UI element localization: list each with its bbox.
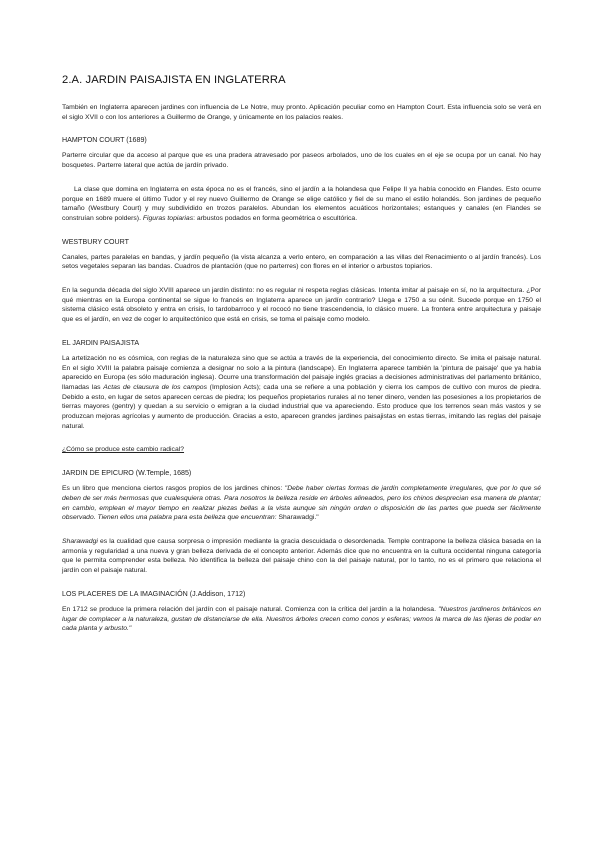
addison-quote: "Nuestros jardineros británicos en lugar de complacer a la naturaleza, gustan de distanciarse de ella. Nuestros árboles crecen como conos y esferas; vemos la marca de las tijeras de podar en cada planta y arbusto." — [62, 605, 541, 633]
hampton-p2-text-a: La clase que domina en Inglaterra en esta época no es el francés, sino el jardín a la holandesa que Felipe II ya había conocido en Flandes. Esto ocurre porque en 1689 muere el último Tudor y el rey nuevo Guillermo de Orange se elige católico y fiel de su mano el estilo holandés. Son jardines de pequeño tamaño (Westbury Court) y muy subdividido en trozos paralelos. Abundan los elementos acuáticos horizontales; estanques y canales (en Flandes se construían sobre polders). — [62, 185, 541, 222]
westbury-paragraph-1: Canales, partes paralelas en bandas, y jardín pequeño (la vista alcanza a verlo entero, en comparación a las villas del Renacimiento o al jardín francés). Los setos vegetales separan las bandas. Cuadros de plantación (que no parterres) con flores en el interior o arbustos topiarios. — [62, 253, 541, 271]
epicuro-p2-text: es la cualidad que causa sorpresa o impresión mediante la gracia descuidada o desordenada. Temple contrapone la belleza clásica basada en la armonía y regularidad a una nueva y gran belleza derivada de el concepto anterior. Además dice que no encuentra en la cultura occidental ninguna categoría que le permita comprender esta belleza. No identifica la belleza del paisaje chino con la del paisaje natural, por lo tanto, no es el primero que relaciona el jardín con el paisaje natural. — [62, 537, 541, 575]
westbury-court-heading: WESTBURY COURT — [62, 237, 130, 246]
epicuro-paragraph-2 — [62, 537, 541, 576]
page-title: 2.A. JARDIN PAISAJISTA EN INGLATERRA — [62, 74, 286, 86]
epicuro-heading: JARDIN DE EPICURO (W.Temple, 1685) — [62, 469, 192, 478]
paisajista-text-b: (Implosion Acts); cada una se refiere a una población y cierra los campos de cultivo con muros de piedra. Debido a esto, en lugar de setos aparecen cercas de piedra; los pequeños propietarios rurales al no tener dinero, venden las posesiones a los propietarios de tierras mayores (gentry) y quedan a su servicio o emigran a la ciudad industrial que va apareciendo. Esto produce que los terrenos sean más vastos y se produzcan mejoras agrícolas y aumento de producción. Gracias a esto, aparecen grandes jardines paisajistas en estas tierras, imitando las reglas del paisaje natural. — [62, 383, 541, 430]
paisajista-paragraph — [62, 354, 541, 432]
epicuro-text-b: Sharawadgi." — [276, 514, 319, 522]
westbury-paragraph-2: En la segunda década del siglo XVIII aparece un jardín distinto: no es regular ni respeta reglas clásicas. Intenta imitar al paisaje en sí, no la arquitectura. ¿Por qué mientras en la Europa continental se sigue lo francés en Inglaterra aparece un jardín contrario? Llega e 1750 a su cénit. Sucede porque en 1750 el sistema clásico está obsoleto y entra en crisis, lo tardobarroco y el rococó no tiene trascendencia, lo clásico muere. La frontera entre arquitectura y paisaje que es el jardín, en vez de coger lo arquitectónico que está en crisis, se toma el paisaje como modelo. — [62, 287, 541, 324]
hampton-court-heading: HAMPTON COURT (1689) — [62, 136, 147, 145]
paisajista-text-a: La artetización no es cósmica, con reglas de la naturaleza sino que se actúa a través de la experiencia, del conocimiento directo. Se imita el paisaje natural. En el siglo XVIII la palabra paisaje comienza a designar no solo a la pintura (landscape). En Inglaterra aparece también la 'pintura de paisaje' que ya había aparecido en Europa (es sólo maduración inglesa). Ocurre una transformación del paisaje inglés gracias a decisiones administrativas del parlamento británico, llamadas las — [62, 354, 541, 391]
actas-term: Actas de clausura de los campos — [103, 383, 207, 391]
jardin-paisajista-heading: EL JARDIN PAISAJISTA — [62, 338, 140, 347]
page-content — [62, 74, 541, 642]
epicuro-text-a: Es un libro que menciona ciertos rasgos propios de los jardines chinos: — [62, 485, 285, 493]
placeres-paragraph — [62, 605, 541, 634]
intro-paragraph: También en Inglaterra aparecen jardines con influencia de Le Notre, muy pronto. Aplicación peculiar como en Hampton Court. Esta influencia solo se verá en el siglo XVII o con los anteriores a Guillermo de Orange, y únicamente en los palacios reales. — [62, 104, 541, 121]
epicuro-quote: "Debe haber ciertas formas de jardín completamente irregulares, que por lo que sé deben de ser más hermosas que cualesquiera otras. Para nosotros la belleza reside en árboles alineados, pero los chinos desprecian esa manera de plantar; en cambio, emplean el mayor tiempo en realizar piezas bellas a la vista aunque sin ningún orden o disposición de las partes que pueda ser fácilmente observado. Tienen ellos una palabra para esta belleza que encuentran: — [62, 485, 541, 522]
sharawadgi-term: Sharawadgi — [62, 537, 98, 545]
radical-change-question: ¿Cómo se produce este cambio radical? — [62, 446, 185, 454]
placeres-text-a: En 1712 se produce la primera relación del jardín con el paisaje natural. Comienza con la crítica del jardín a la holandesa. — [62, 605, 439, 613]
hampton-paragraph-1: Parterre circular que da acceso al parque que es una pradera atravesado por paseos arbolados, uno de los cuales en el eje se ocupa por un canal. No hay bosquetes. Parterre lateral que actúa de jardín privado. — [62, 152, 541, 170]
hampton-paragraph-2 — [62, 185, 541, 224]
epicuro-paragraph-1 — [62, 484, 541, 523]
hampton-p2-text-b: : arbustos podados en forma geométrica o escultórica. — [193, 214, 358, 222]
topiary-term: Figuras topiarias — [142, 214, 194, 222]
placeres-heading: LOS PLACERES DE LA IMAGINACIÓN (J.Addison, 1712) — [62, 589, 246, 598]
